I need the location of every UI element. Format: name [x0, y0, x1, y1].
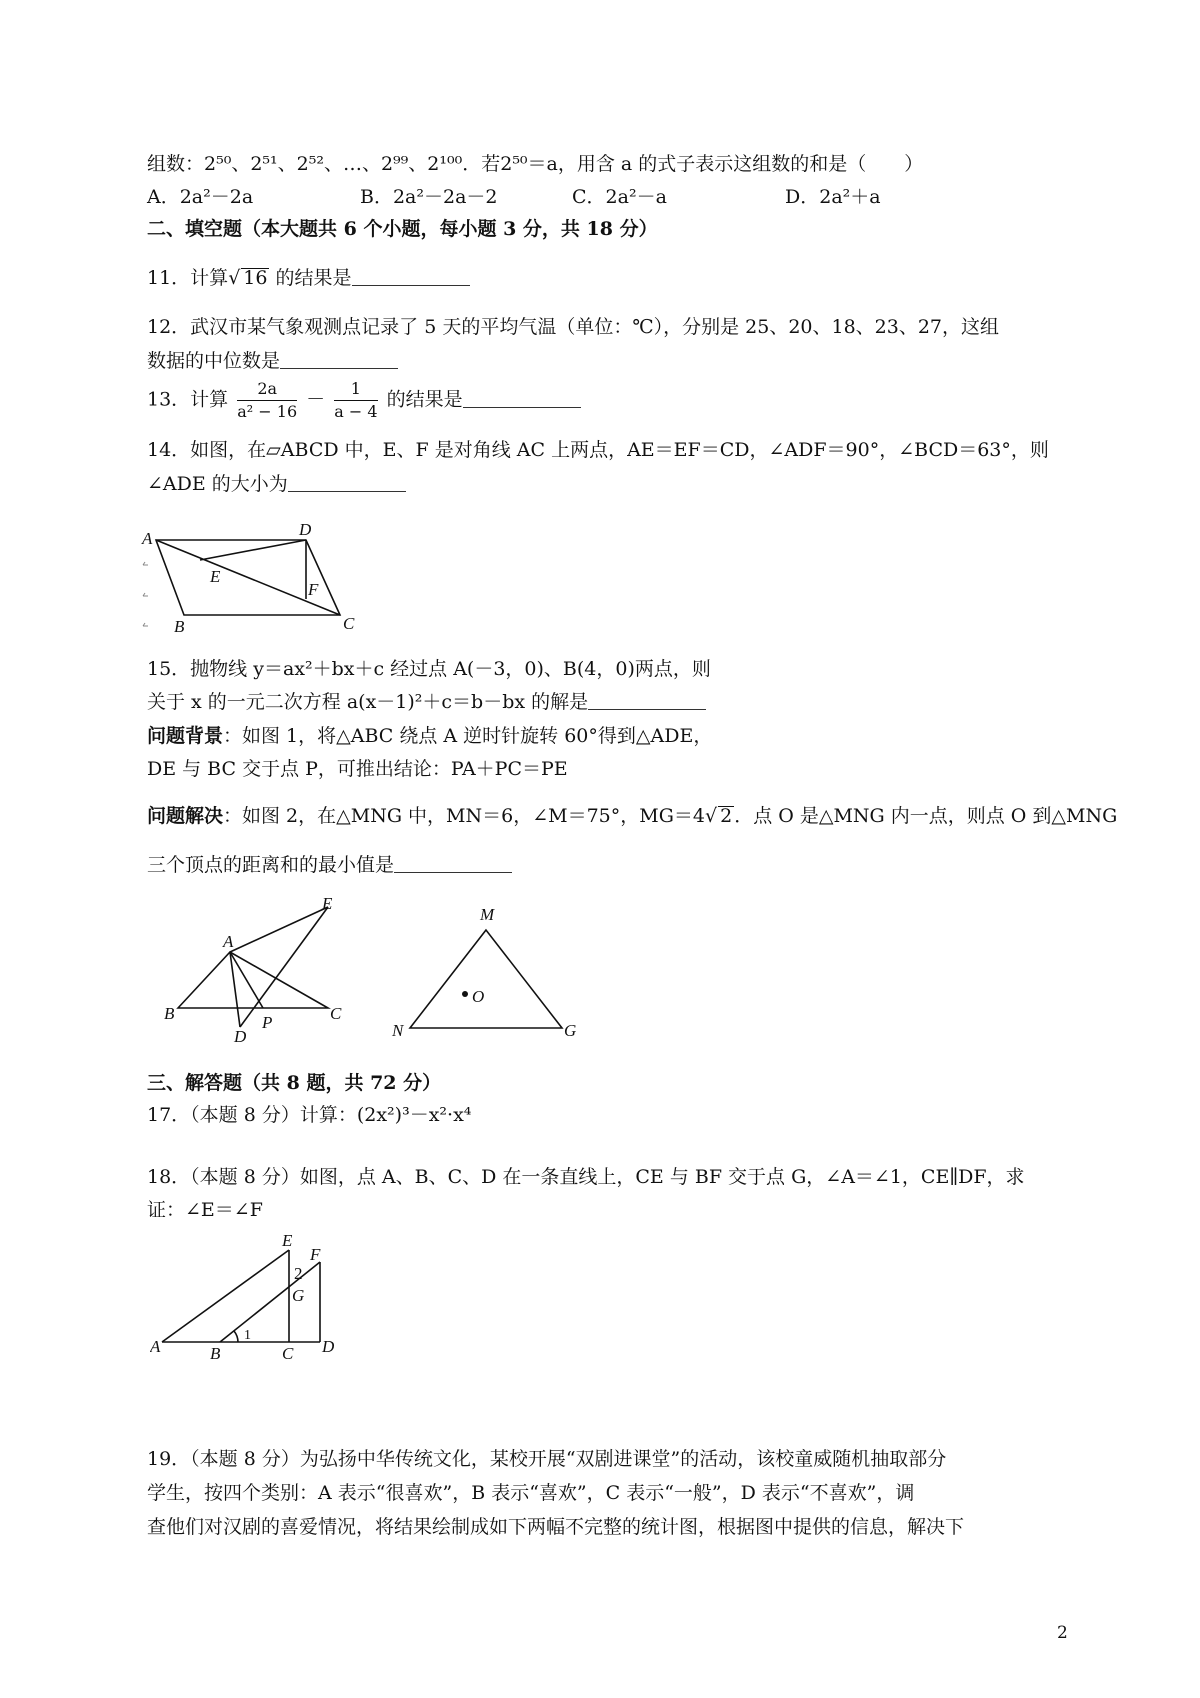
- section-2-heading: 二、填空题（本大题共 6 个小题，每小题 3 分，共 18 分）: [147, 218, 658, 240]
- q13: [147, 381, 581, 420]
- q15-answer-blank: [588, 693, 706, 710]
- q19-line-3: 查他们对汉剧的喜爱情况，将结果绘制成如下两幅不完整的统计图，根据图中提供的信息，解决下: [147, 1516, 965, 1538]
- q11-radicand: 16: [243, 267, 268, 289]
- q14-text: ∠ADE 的大小为: [147, 473, 288, 495]
- q15-line-2: [147, 693, 706, 712]
- q14-label-d: D: [299, 520, 312, 539]
- q11-prefix: 11．计算: [147, 267, 229, 289]
- q14-label-c: C: [343, 614, 355, 633]
- q10-option-a: A．2a²－2a: [147, 186, 254, 208]
- q13-suffix: 的结果是: [386, 388, 463, 411]
- q16-figure-2: [390, 902, 590, 1042]
- q18-label-g: G: [292, 1286, 305, 1305]
- q16-solution-text-b: ．点 O 是△MNG 内一点，则点 O 到△MNG: [734, 805, 1118, 827]
- q12-text: 数据的中位数是: [147, 350, 281, 372]
- q16-fig1-label-b: B: [164, 1004, 175, 1023]
- q16-fig2-label-m: M: [480, 905, 495, 924]
- q19-line-1: 19．（本题 8 分）为弘扬中华传统文化，某校开展“双剧进课堂”的活动，该校童威随机抽取部分: [147, 1448, 947, 1470]
- q11-suffix: 的结果是: [269, 267, 352, 289]
- q15-line-1: 15．抛物线 y＝ax²＋bx＋c 经过点 A(－3，0)、B(4，0)两点，则: [147, 658, 711, 680]
- q16-sqrt-radicand: 2: [720, 805, 733, 827]
- q11-answer-blank: [352, 269, 470, 286]
- q18-line-1: 18．（本题 8 分）如图，点 A、B、C、D 在一条直线上，CE 与 BF 交于点 G，∠A＝∠1，CE∥DF，求: [147, 1166, 1025, 1188]
- q16-solution-line-2: [147, 856, 512, 875]
- q18-label-d: D: [322, 1337, 335, 1356]
- q18-label-c: C: [282, 1344, 294, 1363]
- q18-line-2: 证：∠E＝∠F: [147, 1199, 263, 1221]
- q16-solution-text-a: ：如图 2，在△MNG 中，MN＝6，∠M＝75°，MG＝: [223, 805, 693, 827]
- q18-label-a: A: [150, 1337, 161, 1356]
- q17: 17．（本题 8 分）计算：(2x²)³－x²·x⁴: [147, 1104, 472, 1126]
- q18-label-1: 1: [244, 1328, 251, 1343]
- section-3-heading: 三、解答题（共 8 题，共 72 分）: [147, 1072, 442, 1094]
- q14-parallelogram-figure: [140, 515, 370, 635]
- q16-background-line-2: DE 与 BC 交于点 P，可推出结论：PA＋PC＝PE: [147, 758, 568, 780]
- q12-line-1: 12．武汉市某气象观测点记录了 5 天的平均气温（单位：℃），分别是 25、20、18、23、27，这组: [147, 316, 1000, 338]
- q16-background-heading: 问题背景: [147, 725, 224, 747]
- q14-answer-blank: [288, 475, 406, 492]
- q11: 11．计算√ 16 的结果是: [147, 268, 470, 288]
- q16-figure-1: [160, 895, 360, 1045]
- q18-figure: [150, 1228, 350, 1368]
- q18-label-b: B: [210, 1344, 221, 1363]
- q19-line-2: 学生，按四个类别：A 表示“很喜欢”，B 表示“喜欢”，C 表示“一般”，D 表示“不喜欢”，调: [147, 1482, 915, 1504]
- q16-fig1-label-e: E: [322, 895, 333, 913]
- q10-stem: 组数：2⁵⁰、2⁵¹、2⁵²、…、2⁹⁹、2¹⁰⁰．若2⁵⁰＝a，用含 a 的式子表示这组数的和是（ ）: [147, 153, 924, 175]
- q14-label-a: A: [142, 529, 153, 548]
- q16-answer-blank: [394, 856, 512, 873]
- q16-fig2-label-n: N: [392, 1021, 404, 1040]
- q12-line-2: [147, 352, 398, 371]
- q10-option-b: B．2a²－2a－2: [360, 186, 498, 208]
- q12-answer-blank: [280, 352, 398, 369]
- q14-label-e: E: [210, 567, 221, 586]
- q18-label-f: F: [310, 1245, 321, 1264]
- q16-fig1-label-p: P: [262, 1013, 273, 1032]
- q16-fig1-label-c: C: [330, 1004, 342, 1023]
- q14-label-f: F: [308, 580, 319, 599]
- page-number: 2: [1057, 1623, 1068, 1643]
- q13-fraction-2: $\frac{1}{a - 4}$: [334, 379, 378, 421]
- q10-option-d: D．2a²＋a: [785, 186, 881, 208]
- q16-solution-text: 三个顶点的距离和的最小值是: [147, 854, 395, 876]
- q13-prefix: 13．计算: [147, 388, 229, 411]
- q16-fig1-label-d: D: [234, 1027, 247, 1045]
- q14-line-2: [147, 475, 406, 494]
- q16-point-o: [462, 991, 468, 997]
- q18-label-2: 2: [294, 1264, 303, 1283]
- q16-solution-line-1: 问题解决：如图 2，在△MNG 中，MN＝6，∠M＝75°，MG＝4√ 2 ．点 O 是△MNG 内一点，则点 O 到△MNG: [147, 805, 1118, 827]
- q13-fraction-1: $\frac{2a}{\text{a² − 16}}$: [237, 379, 298, 421]
- q13-answer-blank: [463, 391, 581, 408]
- q16-fig2-label-o: O: [472, 987, 485, 1006]
- q16-fig1-label-a: A: [223, 932, 234, 951]
- q16-sqrt-coef: 4: [692, 805, 705, 827]
- q15-text: 关于 x 的一元二次方程 a(x－1)²＋c＝b－bx 的解是: [147, 691, 589, 713]
- q16-background-line-1: [147, 727, 712, 746]
- q13-minus: －: [306, 388, 326, 411]
- q16-fig2-label-g: G: [564, 1021, 577, 1040]
- q16-background-text: ：如图 1，将△ABC 绕点 A 逆时针旋转 60°得到△ADE，: [223, 725, 713, 747]
- q10-option-c: C．2a²－a: [572, 186, 667, 208]
- q14-label-b: B: [174, 617, 185, 635]
- q18-label-e: E: [282, 1231, 293, 1250]
- q16-solution-heading: 问题解决: [147, 805, 224, 827]
- q14-line-1: 14．如图，在▱ABCD 中，E、F 是对角线 AC 上两点，AE＝EF＝CD，∠ADF＝90°，∠BCD＝63°，则: [147, 439, 1049, 461]
